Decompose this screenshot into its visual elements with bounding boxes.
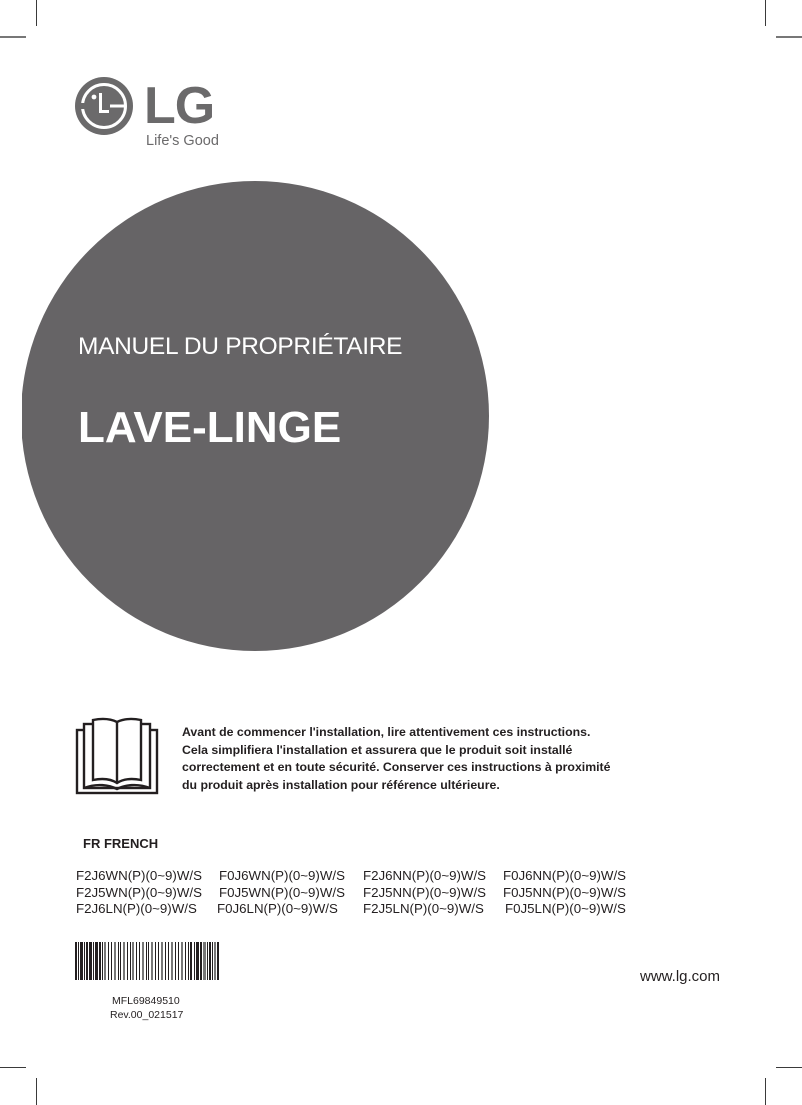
model-number: F2J5WN(P)(0~9)W/S (76, 884, 202, 900)
model-list (76, 868, 626, 918)
model-number: F0J5NN(P)(0~9)W/S (503, 884, 627, 900)
model-number: F0J6NN(P)(0~9)W/S (503, 868, 627, 883)
model-number: F2J6NN(P)(0~9)W/S (363, 868, 487, 883)
notice-line: Avant de commencer l'installation, lire attentivement ces instructions. (182, 725, 591, 739)
model-number: F2J6LN(P)(0~9)W/S (76, 901, 197, 916)
barcode-icon (75, 942, 219, 980)
model-row (76, 868, 626, 885)
pre-installation-notice (182, 724, 610, 794)
model-row (76, 885, 626, 902)
language-label: FR FRENCH (83, 836, 159, 851)
crop-mark-bottom-left-h (0, 1067, 26, 1068)
revision-code: Rev.00_021517 (110, 1009, 184, 1021)
model-number: F2J5NN(P)(0~9)W/S (363, 884, 487, 900)
lg-wordmark: LG (144, 77, 215, 135)
website-link[interactable]: www.lg.com (640, 968, 721, 985)
model-number: F2J6WN(P)(0~9)W/S (76, 868, 202, 883)
model-number: F0J6WN(P)(0~9)W/S (219, 868, 345, 883)
crop-mark-bottom-right-h (776, 1067, 802, 1068)
part-number: MFL69849510 (112, 995, 180, 1007)
notice-line: correctement et en toute sécurité. Conserver ces instructions à proximité (182, 760, 611, 774)
model-row (76, 901, 626, 918)
notice-line: du produit après installation pour référence ultérieure. (182, 777, 500, 792)
open-book-icon (75, 717, 159, 795)
notice-line: Cela simplifiera l'installation et assurera que le produit soit installé (182, 742, 573, 757)
model-number: F2J5LN(P)(0~9)W/S (363, 901, 484, 916)
crop-mark-bottom-left-v (36, 1078, 37, 1105)
document-info (110, 994, 183, 1022)
model-number: F0J6LN(P)(0~9)W/S (217, 901, 338, 916)
manual-type-heading: MANUEL DU PROPRIÉTAIRE (78, 333, 403, 360)
model-number: F0J5LN(P)(0~9)W/S (505, 901, 626, 916)
lg-tagline: Life's Good (146, 133, 219, 149)
crop-mark-bottom-right-v (765, 1078, 766, 1105)
product-title: LAVE-LINGE (78, 403, 342, 452)
model-number: F0J5WN(P)(0~9)W/S (219, 884, 345, 900)
